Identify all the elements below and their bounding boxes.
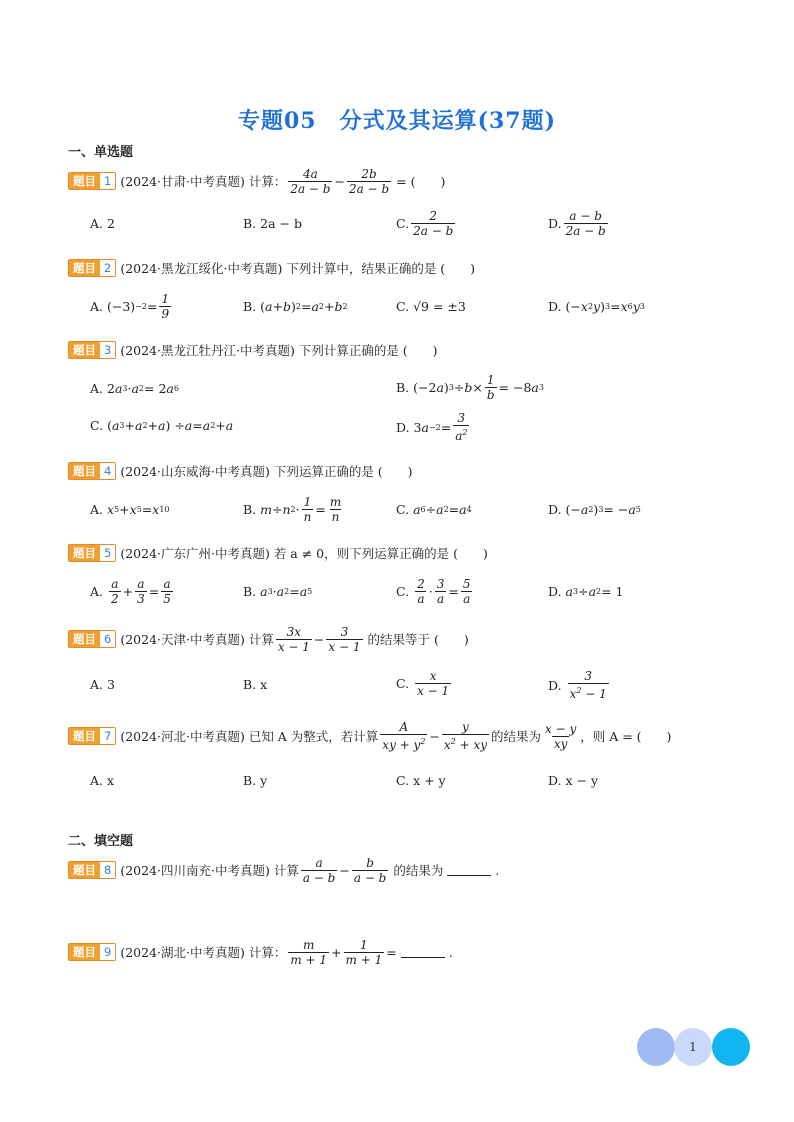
option-b[interactable]: B. 2a − b bbox=[243, 216, 302, 231]
fraction: $\frac{3x}{x - 1}$ bbox=[277, 624, 310, 654]
option-a[interactable]: A. (−3) −2 = $\frac{1}{9}$ bbox=[90, 292, 170, 321]
option-a[interactable]: A. 2 a 3 · a 2 = 2 a 6 bbox=[90, 381, 179, 396]
question-badge: 题目 2 bbox=[68, 259, 116, 277]
option-b[interactable]: B. (−2 a ) 3 ÷ b × $\frac{1}{b}$ = −8 a 3 bbox=[396, 373, 544, 402]
option-a[interactable]: A. 3 bbox=[90, 677, 115, 692]
question-3: 题目 3 (2024·黑龙江牡丹江·中考真题) 下列计算正确的是 ( ) bbox=[68, 340, 438, 360]
question-2: 题目 2 (2024·黑龙江绥化·中考真题) 下列计算中，结果正确的是 ( ) bbox=[68, 258, 475, 278]
option-b[interactable]: B. m ÷ n 2 · $\frac{1}{n}$ = $\frac{m}{n}$ bbox=[243, 495, 342, 524]
fraction: $\frac{b}{a - b}$ bbox=[353, 855, 387, 885]
question-6: 题目 6 (2024·天津·中考真题) 计算 $\frac{3x}{x - 1}$ − $\frac{3}{x - 1}$ 的结果等于 ( ) bbox=[68, 629, 469, 649]
fraction: $\frac{m}{m + 1}$ bbox=[290, 937, 328, 967]
question-4: 题目 4 (2024·山东威海·中考真题) 下列运算正确的是 ( ) bbox=[68, 461, 413, 481]
question-badge: 题目 8 bbox=[68, 861, 116, 879]
question-7: 题目 7 (2024·河北·中考真题) 已知 A 为整式，若计算 $\frac{A}{xy + y^2}$ − $\frac{y}{x^2 + xy}$ 的结果为 $\frac{x - y}{xy}$ ，则 A = ( ) bbox=[68, 726, 671, 746]
option-a[interactable]: A. $\frac{a}{2}$ + $\frac{a}{3}$ = $\frac{a}{5}$ bbox=[90, 577, 171, 606]
fraction: $\frac{2b}{2a - b}$ bbox=[348, 166, 390, 196]
fraction: $\frac{4a}{2a - b}$ bbox=[290, 166, 331, 196]
option-c[interactable]: C. $\frac{2}{a}$ · $\frac{3}{a}$ = $\frac{5}{a}$ bbox=[396, 577, 471, 606]
page-decoration-circle-left bbox=[637, 1028, 675, 1066]
fraction: $\frac{y}{x^2 + xy}$ bbox=[443, 720, 487, 752]
option-a[interactable]: A. 2 bbox=[90, 216, 115, 231]
option-a[interactable]: A. x 5 + x 5 = x 10 bbox=[90, 502, 170, 517]
fraction: $\frac{a}{a - b}$ bbox=[302, 855, 336, 885]
answer-blank[interactable] bbox=[401, 946, 445, 958]
page-decoration-circle-right bbox=[712, 1028, 750, 1066]
section-heading-single-choice: 一、单选题 bbox=[68, 145, 134, 160]
page-title: 专题05 分式及其运算(37题) bbox=[237, 108, 557, 134]
question-9: 题目 9 (2024·湖北·中考真题) 计算： $\frac{m}{m + 1}$ + $\frac{1}{m + 1}$ = . bbox=[68, 942, 453, 962]
option-c[interactable]: C. $\frac{2}{2a - b}$ bbox=[396, 209, 454, 238]
option-b[interactable]: B. ( a + b ) 2 = a 2 + b 2 bbox=[243, 299, 348, 314]
question-badge: 题目 3 bbox=[68, 341, 116, 359]
question-badge: 题目 6 bbox=[68, 630, 116, 648]
question-5: 题目 5 (2024·广东广州·中考真题) 若 a ≠ 0，则下列运算正确的是 ( ) bbox=[68, 543, 488, 563]
question-1: 题目 1 (2024·甘肃·中考真题) 计算： $\frac{4a}{2a - b}$ − $\frac{2b}{2a - b}$ = ( ) bbox=[68, 171, 445, 191]
option-c[interactable]: C. $\frac{x}{x - 1}$ bbox=[396, 669, 450, 698]
question-badge: 题目 1 bbox=[68, 172, 116, 190]
option-d[interactable]: D. (− a 2 ) 3 = − a 5 bbox=[548, 502, 641, 517]
question-badge: 题目 7 bbox=[68, 727, 116, 745]
option-d[interactable]: D. $\frac{3}{x^2 - 1}$ bbox=[548, 669, 607, 701]
option-c[interactable]: C. ( a 3 + a 2 + a ) ÷ a = a 2 + a bbox=[90, 418, 234, 433]
option-d[interactable]: D. (− x 2 y ) 3 = x 6 y 3 bbox=[548, 299, 645, 314]
option-d[interactable]: D. 3 a −2 = $\frac{3}{a^2}$ bbox=[396, 411, 468, 443]
question-badge: 题目 5 bbox=[68, 544, 116, 562]
fraction: $\frac{x - y}{xy}$ bbox=[545, 721, 577, 751]
option-c[interactable]: C. a 6 ÷ a 2 = a 4 bbox=[396, 502, 472, 517]
option-d[interactable]: D. a 3 ÷ a 2 = 1 bbox=[548, 584, 624, 599]
fraction: $\frac{A}{xy + y^2}$ bbox=[382, 720, 426, 752]
question-badge: 题目 4 bbox=[68, 462, 116, 480]
question-badge: 题目 9 bbox=[68, 943, 116, 961]
option-b[interactable]: B. x bbox=[243, 677, 268, 692]
option-a[interactable]: A. x bbox=[90, 773, 115, 788]
option-b[interactable]: B. a 3 · a 2 = a 5 bbox=[243, 584, 313, 599]
answer-blank[interactable] bbox=[447, 864, 491, 876]
option-d[interactable]: D. $\frac{a - b}{2a - b}$ bbox=[548, 209, 606, 238]
option-b[interactable]: B. y bbox=[243, 773, 268, 788]
section-heading-fill-blank: 二、填空题 bbox=[68, 834, 134, 849]
option-c[interactable]: C. x + y bbox=[396, 773, 446, 788]
fraction: $\frac{3}{x - 1}$ bbox=[328, 624, 361, 654]
option-d[interactable]: D. x − y bbox=[548, 773, 599, 788]
fraction: $\frac{1}{m + 1}$ bbox=[345, 937, 383, 967]
option-c[interactable]: C. √9 = ±3 bbox=[396, 299, 466, 314]
page-number: 1 bbox=[674, 1028, 712, 1066]
question-8: 题目 8 (2024·四川南充·中考真题) 计算 $\frac{a}{a - b}$ − $\frac{b}{a - b}$ 的结果为 . bbox=[68, 860, 499, 880]
